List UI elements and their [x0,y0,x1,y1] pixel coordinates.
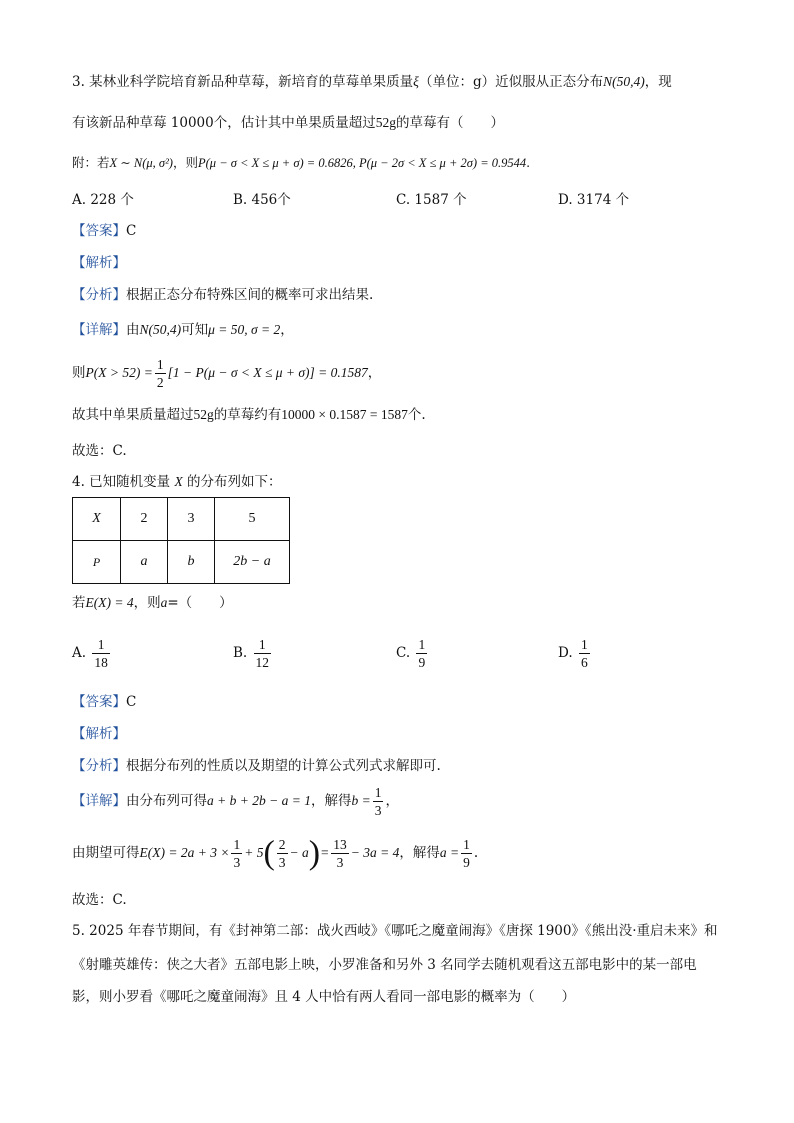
detail-tag: 【详解】 [72,793,126,809]
q3-text: ，现 [644,74,672,90]
detail-text: 由 [126,322,140,338]
frac-num: 1 [156,357,164,372]
detail-text: ，解得 [310,793,352,809]
frac-num: 1 [92,636,110,654]
detail-text: ， [385,793,399,809]
q4-choose: 故选：C. [72,892,127,908]
frac-num: 1 [580,637,588,652]
table-cell: b [168,541,215,584]
q4-expectation: E(X) = 4 [85,595,134,610]
q3-answer [72,221,136,241]
frac-num: 1 [418,637,426,652]
table-cell: 2b − a [215,541,290,584]
detail-b: b = [351,793,371,808]
q3-line-1 [72,72,672,92]
frac-num: 1 [463,837,470,852]
distribution-table [72,497,290,584]
fraction [231,836,242,871]
concl-text: 的草莓约有 [213,407,282,423]
frac-num: 1 [233,837,241,852]
fenxi-text: 根据分布列的性质以及期望的计算公式列式求解即可. [126,758,441,774]
q5-line-3: 影，则小罗看《哪吒之魔童闹海》且 4 人中恰有两人看同一部电影的概率为（ ） [72,989,576,1005]
q3-normal-dist: N(50,4) [603,74,645,89]
q3-text: 3. 某林业科学院培育新品种草莓，新培育的草莓单果质量 [72,74,414,90]
frac-num: 1 [254,636,272,654]
q4-condition [72,593,233,613]
q4-text: 的分布列如下： [187,474,282,490]
frac-den: 6 [580,655,588,670]
q3-detail [72,320,294,340]
step-text: 则 [72,365,86,381]
fenxi-tag: 【分析】 [72,758,126,774]
q3-xi: ξ [413,74,419,89]
table-row [73,498,290,541]
q5-line-1: 5. 2025 年春节期间，有《封神第二部：战火西岐》《哪吒之魔童闹海》《唐探 1900》《熊出没·重启未来》和 [72,923,718,939]
q4-var: a [160,595,168,610]
frac-den: 9 [463,855,470,870]
q3-text: 有该新品种草莓 10000个，估计其中单果质量超过 [72,115,376,131]
q4-analysis [72,724,126,744]
option-fraction [416,636,427,671]
q4-option-b [233,636,273,671]
fraction [277,836,288,871]
q3-note-x: X ∼ N(μ, σ²) [109,156,173,170]
option-label: B. [233,645,248,661]
option-label: D. [558,645,573,661]
q3-note-text: 附：若 [72,155,110,170]
table-cell: X [73,498,121,541]
q4-text: 若 [72,595,86,611]
frac-den: 9 [418,655,426,670]
q3-choose: 故选：C. [72,443,127,459]
q4-option-d [558,636,592,671]
frac-den: 18 [94,655,108,670]
frac-den: 3 [374,803,382,818]
q4-option-a [72,636,112,671]
q3-note-text: . [526,155,531,170]
fraction-half [155,356,166,391]
q3-option-d: D. 3174 个 [558,192,630,208]
frac-den: 3 [278,855,286,870]
option-fraction [92,636,110,671]
q3-text: 的草莓有（ ） [396,115,504,131]
q4-text: ，则 [133,595,161,611]
q3-step [72,354,381,392]
q4-x: X [174,474,183,489]
frac-num: 13 [333,837,347,852]
frac-den: 3 [233,855,241,870]
exp-lhs: E(X) = 2a + 3 × [139,845,230,860]
q3-weight: 52g [375,115,396,130]
frac-den: 2 [156,375,164,390]
exp-text: . [473,845,479,861]
q4-answer [72,692,136,712]
concl-weight: 52g [193,407,214,422]
concl-text: 故其中单果质量超过 [72,407,194,423]
fenxi-tag: 【分析】 [72,287,126,303]
exp-rest: − 3a = 4 [350,845,400,860]
answer-value: C [126,223,137,239]
q4-detail [72,782,399,820]
exp-text: 由期望可得 [72,845,140,861]
exp-a: a = [439,845,460,860]
q3-analysis [72,253,126,273]
frac-den: 12 [255,655,270,670]
frac-num: 1 [374,785,382,800]
q3-note-formula: P(μ − σ < X ≤ μ + σ) = 0.6826, P(μ − 2σ < X ≤ μ + 2σ) = 0.9544 [198,156,527,170]
q3-option-c: C. 1587 个 [396,192,467,208]
frac-den: 3 [336,855,344,870]
step-rhs: [1 − P(μ − σ < X ≤ μ + σ)] = 0.1587 [167,365,368,380]
fenxi-text: 根据正态分布特殊区间的概率可求出结果. [126,287,374,303]
q3-line-2 [72,113,504,133]
answer-tag: 【答案】 [72,694,126,710]
table-cell: 5 [215,498,290,541]
detail-eq: a + b + 2b − a = 1 [207,793,311,808]
concl-text: 个. [407,407,426,423]
detail-dist: N(50,4) [139,322,182,337]
detail-text: ， [280,322,294,338]
detail-tag: 【详解】 [72,322,126,338]
analysis-tag: 【解析】 [72,255,126,271]
q3-fenxi [72,285,373,305]
exp-plus: + 5 [244,845,264,860]
table-row [73,541,290,584]
option-label: A. [72,645,87,661]
table-cell: 2 [121,498,168,541]
exp-minus-a: − a [289,845,309,860]
frac-num: 2 [278,837,286,852]
step-text: ， [367,365,382,381]
option-fraction [579,636,590,671]
q3-note [72,153,530,173]
concl-calc: 10000 × 0.1587 = 1587 [281,407,408,422]
answer-value: C [126,694,137,710]
q4-expectation-step [72,833,478,873]
table-cell: 3 [168,498,215,541]
option-fraction [254,636,272,671]
table-cell: a [121,541,168,584]
fraction [373,784,384,819]
q3-conclusion [72,405,426,425]
fraction [461,836,472,871]
step-lhs: P(X > 52) = [85,365,153,380]
q3-option-b: B. 456个 [233,192,291,208]
q5-line-2: 《射雕英雄传：侠之大者》五部电影上映，小罗准备和另外 3 名同学去随机观看这五部电影中的某一部电 [72,957,697,973]
exp-eq: = [320,845,330,860]
q3-option-a: A. 228 个 [72,192,134,208]
table-cell: P [73,541,121,584]
q4-text: 4. 已知随机变量 [72,474,171,490]
fraction [331,836,349,871]
q3-note-text: ，则 [172,155,198,170]
detail-params: μ = 50, σ = 2 [208,322,281,337]
exp-text: ，解得 [399,845,440,861]
paren-open: ( [263,834,275,872]
answer-tag: 【答案】 [72,223,126,239]
q4-line-1 [72,472,282,492]
paren-close: ) [308,834,321,872]
analysis-tag: 【解析】 [72,726,126,742]
q3-text: （单位：g）近似服从正态分布 [418,74,604,90]
detail-text: 由分布列可得 [126,793,207,809]
detail-text: 可知 [181,322,209,338]
q4-text: =（ ） [167,595,233,611]
q4-fenxi [72,756,441,776]
q4-option-c [396,636,429,671]
option-label: C. [396,645,411,661]
